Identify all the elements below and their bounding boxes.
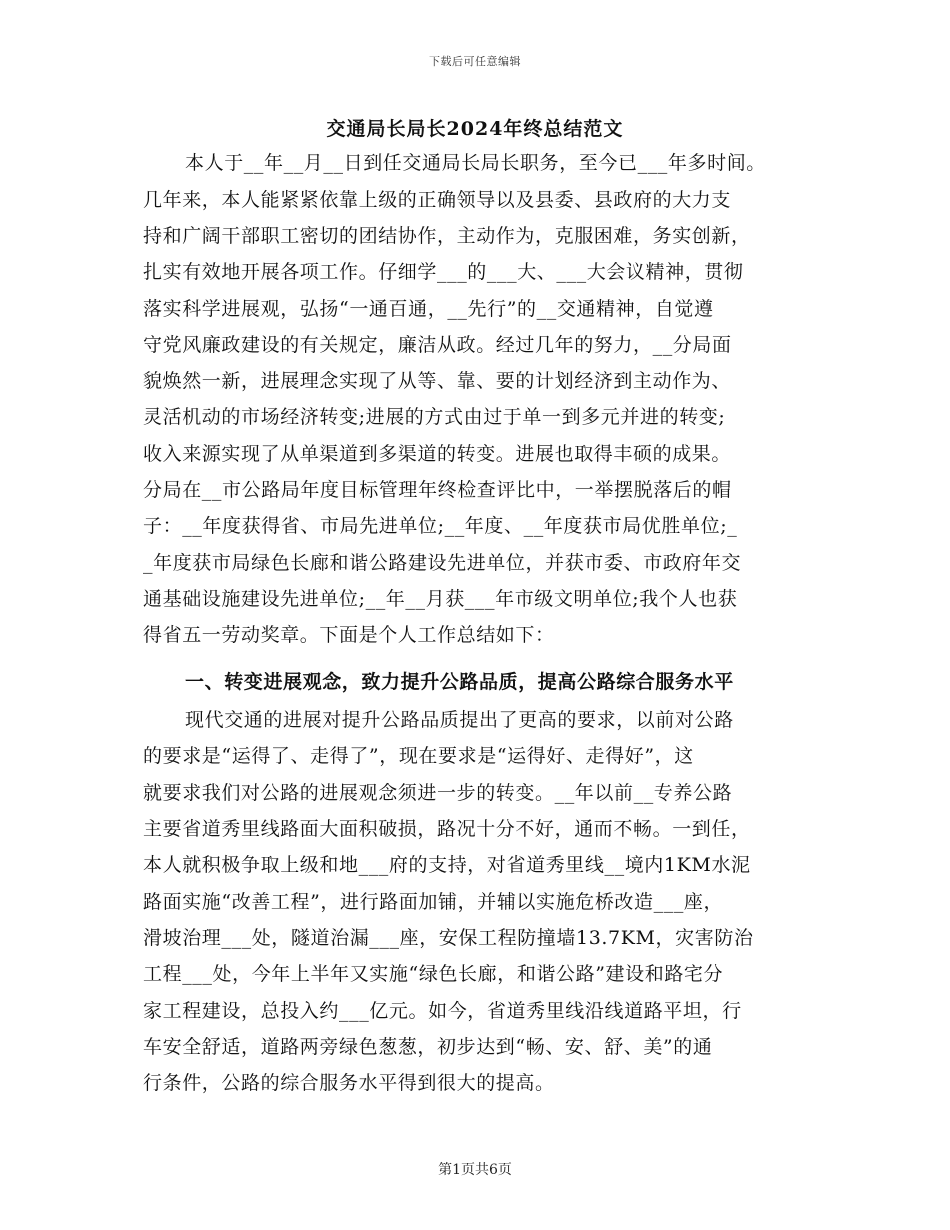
paragraph-line: 收入来源实现了从单渠道到多渠道的转变。进展也取得丰硕的成果。 [143, 443, 732, 465]
paragraph-line: _年度获市局绿色长廊和谐公路建设先进单位，并获市委、市政府年交 [143, 552, 742, 574]
paragraph-line: 貌焕然一新，进展理念实现了从等、靠、要的计划经济到主动作为、 [143, 370, 732, 392]
paragraph-line: 分局在__市公路局年度目标管理年终检查评比中，一举摆脱落后的帽 [143, 479, 732, 501]
paragraph-line: 本人于__年__月__日到任交通局长局长职务，至今已___年多时间。 [185, 152, 766, 174]
paragraph-line: 得省五一劳动奖章。下面是个人工作总结如下： [143, 624, 555, 646]
section-heading: 一、转变进展观念，致力提升公路品质，提高公路综合服务水平 [185, 671, 734, 693]
paragraph-line: 的要求是“运得了、走得了”，现在要求是“运得好、走得好”，这 [143, 745, 694, 767]
paragraph-line: 路面实施“改善工程”，进行路面加铺，并辅以实施危桥改造___座， [143, 891, 724, 913]
paragraph-line: 就要求我们对公路的进展观念须进一步的转变。__年以前__专养公路 [143, 782, 733, 804]
paragraph-line: 扎实有效地开展各项工作。仔细学___的___大、___大会议精神，贯彻 [143, 261, 744, 283]
paragraph-line: 落实科学进展观，弘扬“一通百通，__先行”的__交通精神，自觉遵 [143, 298, 714, 320]
paragraph-line: 现代交通的进展对提升公路品质提出了更高的要求，以前对公路 [185, 709, 734, 731]
paragraph-line: 子：__年度获得省、市局先进单位;__年度、__年度获市局优胜单位;_ [143, 515, 738, 537]
document-title: 交通局长局长2024年终总结范文 [326, 118, 624, 140]
paragraph-line: 守党风廉政建设的有关规定，廉洁从政。经过几年的努力，__分局面 [143, 334, 732, 356]
header-note: 下载后可任意编辑 [429, 55, 521, 68]
paragraph-line: 家工程建设，总投入约___亿元。如今，省道秀里线沿线道路平坦，行 [143, 1000, 742, 1022]
paragraph-line: 工程___处，今年上半年又实施“绿色长廊，和谐公路”建设和路宅分 [143, 963, 724, 985]
paragraph-line: 通基础设施建设先进单位;__年__月获___年市级文明单位;我个人也获 [143, 588, 738, 610]
paragraph-line: 灵活机动的市场经济转变;进展的方式由过于单一到多元并进的转变; [143, 406, 726, 428]
paragraph-line: 几年来，本人能紧紧依靠上级的正确领导以及县委、县政府的大力支 [143, 189, 732, 211]
paragraph-line: 主要省道秀里线路面大面积破损，路况十分不好，通而不畅。一到任， [143, 818, 751, 840]
paragraph-line: 车安全舒适，道路两旁绿色葱葱，初步达到“畅、安、舒、美”的通 [143, 1036, 713, 1058]
page-footer: 第1页共6页 [438, 1162, 512, 1178]
paragraph-line: 本人就积极争取上级和地___府的支持，对省道秀里线__境内1KM水泥 [143, 854, 751, 876]
paragraph-line: 滑坡治理___处，隧道治漏___座，安保工程防撞墙13.7KM，灾害防治 [143, 927, 754, 949]
paragraph-line: 行条件，公路的综合服务水平得到很大的提高。 [143, 1072, 555, 1094]
paragraph-line: 持和广阔干部职工密切的团结协作，主动作为，克服困难，务实创新， [143, 225, 751, 247]
